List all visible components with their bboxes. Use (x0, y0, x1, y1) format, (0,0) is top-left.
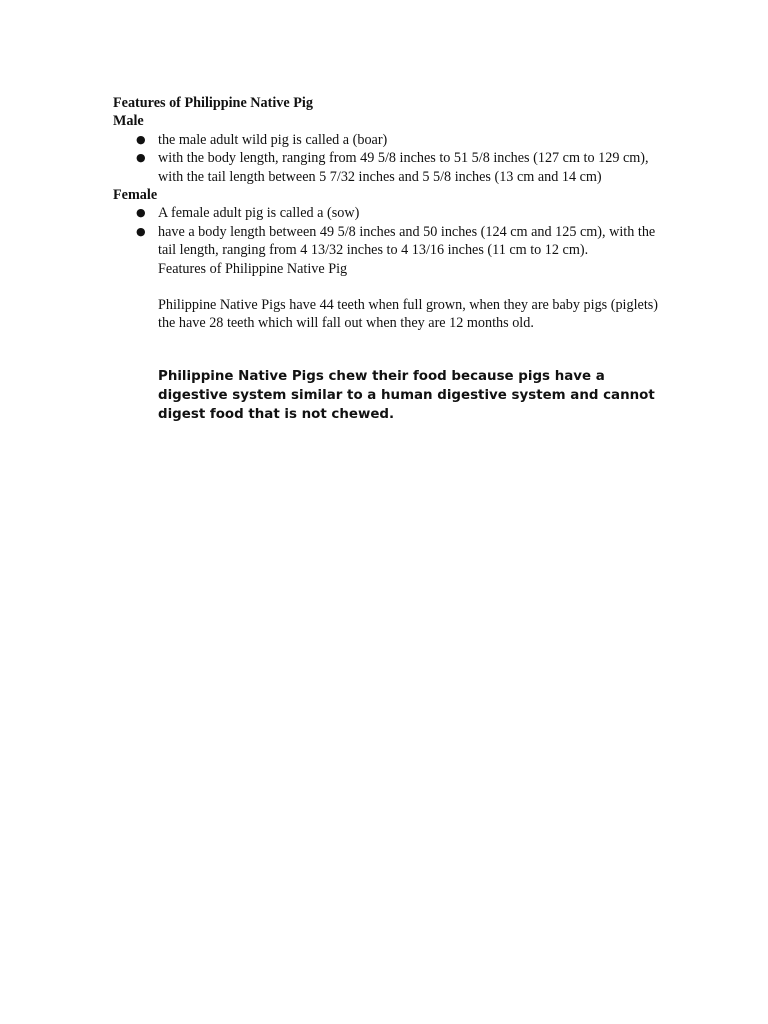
spacer (113, 333, 673, 367)
female-heading: Female (113, 187, 158, 204)
list-item-text: with the body length, ranging from 49 5/8 inches to 51 5/8 inches (127 cm to 129 cm), with the tail length between 5 7/32 inches and 5 5/8 inches (13 cm and 14 cm) (158, 150, 649, 185)
list-item (113, 204, 658, 222)
list-item-text: have a body length between 49 5/8 inches and 50 inches (124 cm and 125 cm), with the tail length, ranging from 4 13/32 inches to 4 13/16 inches (11 cm to 12 cm). (158, 223, 656, 259)
bullet-icon: ● (136, 151, 146, 165)
list-item-text: A female adult pig is called a (sow) (158, 205, 360, 222)
digestion-paragraph: Philippine Native Pigs chew their food because pigs have a digestive system similar to a human digestive system and cannot digest food that is not chewed. (158, 368, 655, 422)
document-title: Features of Philippine Native Pig (113, 95, 313, 111)
list-item-text: the male adult wild pig is called a (boar) (158, 131, 388, 148)
male-heading: Male (113, 113, 144, 130)
list-item (113, 223, 658, 260)
bullet-icon: ● (136, 132, 146, 146)
list-item (113, 149, 658, 186)
bullet-icon: ● (136, 206, 146, 220)
male-list (113, 131, 673, 186)
bullet-icon: ● (136, 224, 146, 238)
female-list (113, 204, 673, 259)
list-item (113, 131, 658, 149)
section-subtitle: Features of Philippine Native Pig (158, 260, 348, 277)
teeth-paragraph: Philippine Native Pigs have 44 teeth when full grown, when they are baby pigs (piglets) the have 28 teeth which will fall out when they are 12 months old. (158, 297, 659, 332)
document-body (113, 94, 673, 424)
spacer (113, 278, 673, 296)
